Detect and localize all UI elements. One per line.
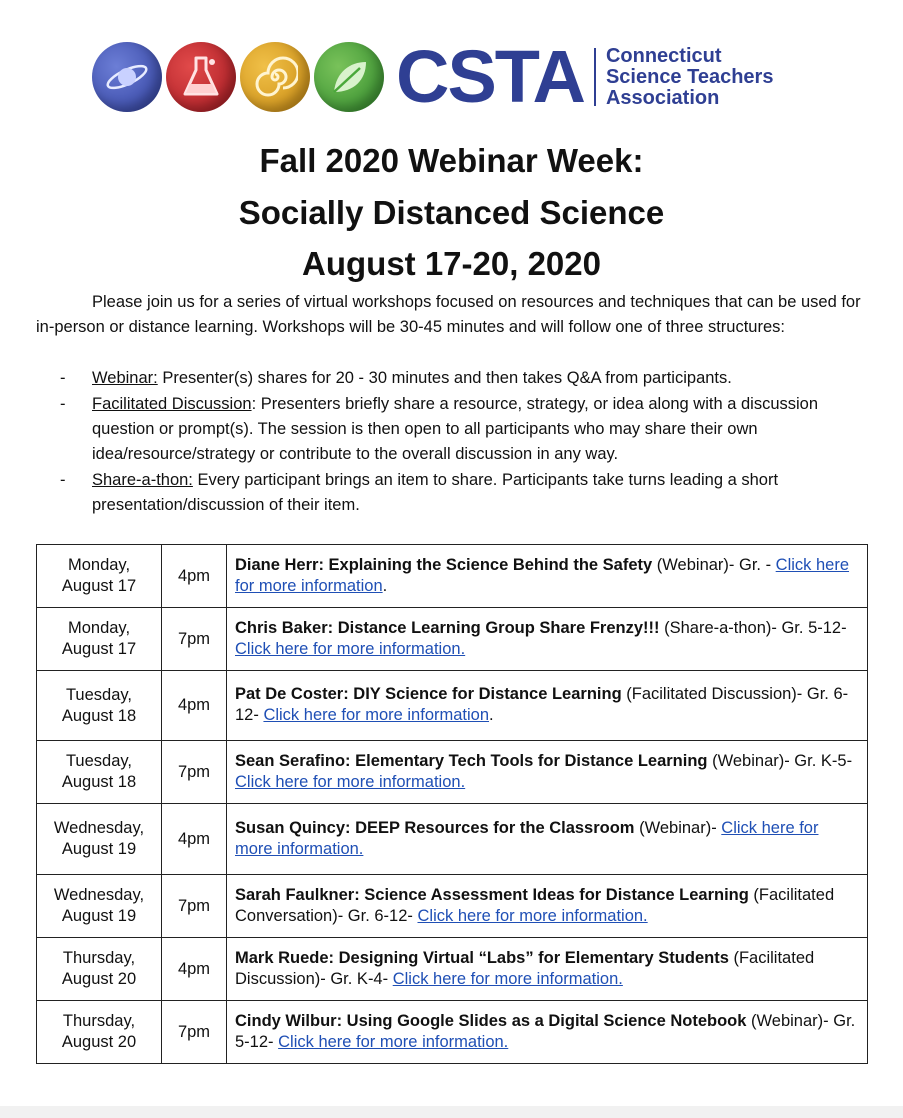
leaf-icon [314,42,384,112]
table-row [37,804,868,875]
csta-wordmark: CSTA [396,35,584,118]
time-cell: 7pm [162,741,227,804]
session-cell [227,608,868,671]
table-row [37,938,868,1001]
bullet-dash: - [60,395,66,413]
session-title: Diane Herr: Explaining the Science Behind the Safety [235,555,653,574]
time-cell: 7pm [162,608,227,671]
bullet-dash: - [60,471,66,489]
session-title: Cindy Wilbur: Using Google Slides as a Digital Science Notebook [235,1011,747,1030]
more-info-link[interactable]: Click here for more information. [235,639,466,658]
more-info-link[interactable]: Click here for more information [263,706,490,724]
intro-paragraph: Please join us for a series of virtual workshops focused on resources and techniques that can be used for in-person or distance learning. Workshops will be 30-45 minutes and will follow one of three structures: [36,293,861,336]
csta-logo [92,34,773,120]
session-title: Sarah Faulkner: Science Assessment Ideas for Distance Learning [235,885,749,904]
more-info-link[interactable]: Click here for more information. [392,969,623,988]
structure-description: Presenter(s) shares for 20 - 30 minutes and then takes Q&A from participants. [157,369,732,387]
session-details: (Webinar)- [634,818,722,837]
session-title: Chris Baker: Distance Learning Group Share Frenzy!!! [235,618,660,637]
day-cell: Monday, August 17 [37,608,162,671]
session-details: (Facilitated Conversation)- Gr. 6-12- [235,885,835,925]
logo-divider [594,48,596,106]
day-cell: Tuesday, August 18 [37,741,162,804]
table-row [37,545,868,608]
title-line-1: Fall 2020 Webinar Week: [259,142,644,179]
session-details: (Webinar)- Gr. - [652,555,776,574]
session-cell: Diane Herr: Explaining the Science Behind the Safety (Webinar)- Gr. - Click here for more information. [227,545,868,608]
association-name: Connecticut Science Teachers Association [605,44,774,109]
structures-list [60,366,870,519]
session-cell: Pat De Coster: DIY Science for Distance Learning (Facilitated Discussion)- Gr. 6-12- Click here for more information. [227,671,868,741]
more-info-link[interactable]: Click here for more information. [417,906,648,925]
list-item [60,392,870,467]
table-row [37,1001,868,1064]
structure-description: : Presenters briefly share a resource, strategy, or idea along with a discussion question or prompt(s). The session is then open to all participants who may share their own idea/resource/strategy or contribute to the overall discussion in any way. [92,395,819,463]
time-cell: 4pm [162,938,227,1001]
list-item [60,468,870,518]
day-cell: Wednesday, August 19 [37,804,162,875]
table-row [37,671,868,741]
session-cell [227,804,868,875]
session-cell [227,875,868,938]
time-cell: 7pm [162,1001,227,1064]
list-item [60,366,870,391]
session-details: (Facilitated Discussion)- Gr. K-4- [235,948,815,988]
planet-icon [92,42,162,112]
structure-description: Every participant brings an item to share. Participants take turns leading a short presentation/discussion of their item. [92,471,779,514]
table-row [37,741,868,804]
time-cell: 4pm [162,671,227,741]
session-title: Sean Serafino: Elementary Tech Tools for Distance Learning [235,751,708,770]
more-info-link[interactable]: Click here for more information. [235,818,819,858]
session-cell [227,938,868,1001]
title-line-2: Socially Distanced Science [238,194,665,231]
schedule-table [36,544,868,1064]
time-cell: 7pm [162,875,227,938]
more-info-link[interactable]: Click here for more information. [278,1032,509,1051]
day-cell: Wednesday, August 19 [37,875,162,938]
page-bottom-edge [0,1106,903,1118]
day-cell: Monday, August 17 [37,545,162,608]
session-details: (Webinar)- Gr. K-5- [707,751,853,770]
session-details: (Webinar)- Gr. 5-12- [235,1011,856,1051]
table-row [37,875,868,938]
session-details: (Facilitated Discussion)- Gr. 6-12- [235,685,849,724]
session-cell [227,741,868,804]
day-cell: Thursday, August 20 [37,938,162,1001]
structure-name: Share-a-thon: [92,471,193,489]
time-cell: 4pm [162,545,227,608]
shell-icon [240,42,310,112]
flask-icon [166,42,236,112]
table-row [37,608,868,671]
session-title: Pat De Coster: DIY Science for Distance Learning [235,685,622,703]
session-cell [227,1001,868,1064]
day-cell: Thursday, August 20 [37,1001,162,1064]
structure-name: Facilitated Discussion [92,395,252,413]
session-details: (Share-a-thon)- Gr. 5-12- [659,618,847,637]
title-line-3: August 17-20, 2020 [302,245,601,282]
day-cell: Tuesday, August 18 [37,671,162,741]
session-title: Susan Quincy: DEEP Resources for the Classroom [235,818,635,837]
time-cell: 4pm [162,804,227,875]
bullet-dash: - [60,369,66,387]
session-title: Mark Ruede: Designing Virtual “Labs” for Elementary Students [235,948,729,967]
structure-name: Webinar: [92,369,158,387]
more-info-link[interactable]: Click here for more information [235,555,850,595]
more-info-link[interactable]: Click here for more information. [235,772,466,791]
